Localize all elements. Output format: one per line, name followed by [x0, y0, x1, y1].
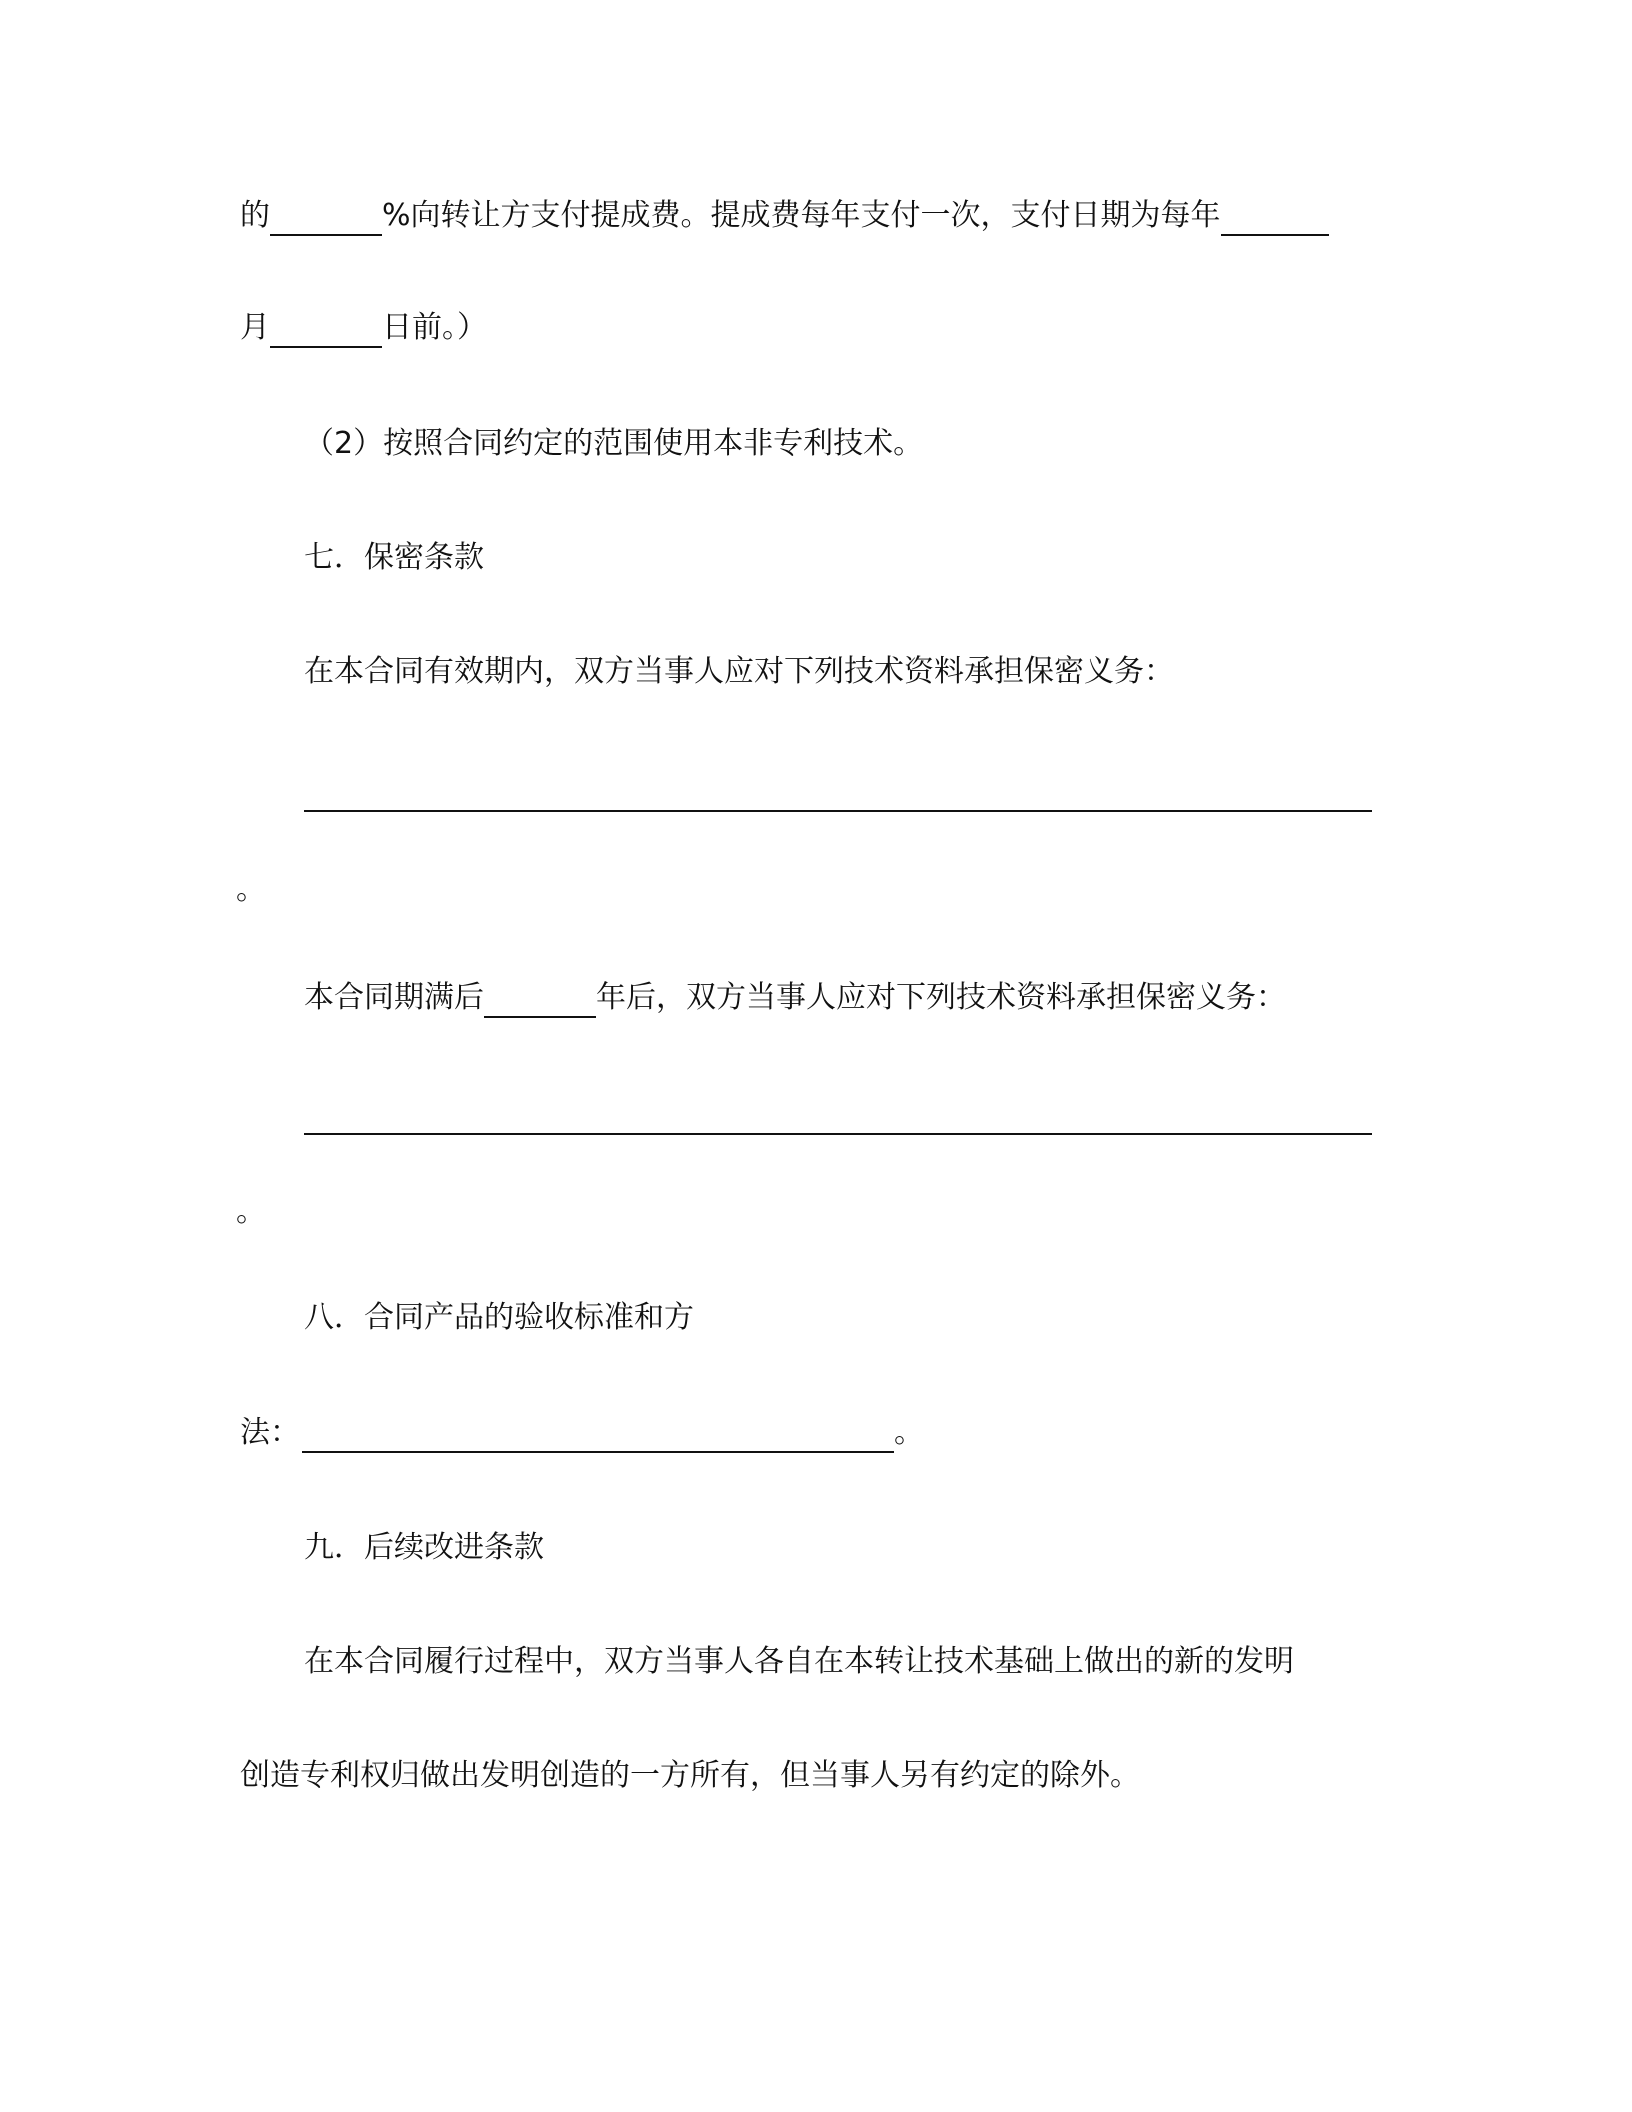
section-heading-improvements: 九．后续改进条款 — [304, 1530, 544, 1565]
confidential-materials-blank-2[interactable] — [304, 1133, 1372, 1135]
text: 的 — [240, 198, 270, 233]
payment-day-blank[interactable] — [270, 314, 382, 348]
text: 本合同期满后 — [304, 980, 484, 1015]
years-blank[interactable] — [484, 984, 596, 1018]
royalty-payment-line — [240, 196, 1329, 236]
percentage-blank[interactable] — [270, 202, 382, 236]
section-heading-confidentiality: 七．保密条款 — [304, 540, 484, 575]
payment-date-line — [240, 308, 487, 348]
confidentiality-after-term — [304, 978, 1286, 1018]
text: 法： — [240, 1415, 300, 1450]
payment-month-blank[interactable] — [1221, 202, 1329, 236]
confidential-materials-blank-1[interactable] — [304, 810, 1372, 812]
text: 月 — [240, 310, 270, 345]
period-mark: 。 — [236, 1194, 266, 1229]
section-heading-acceptance: 八．合同产品的验收标准和方 — [304, 1300, 694, 1335]
text: 日前。） — [382, 310, 487, 345]
improvements-clause-line-1: 在本合同履行过程中，双方当事人各自在本转让技术基础上做出的新的发明 — [304, 1644, 1294, 1679]
usage-scope-clause: （2）按照合同约定的范围使用本非专利技术。 — [304, 426, 924, 461]
improvements-clause-line-2: 创造专利权归做出发明创造的一方所有，但当事人另有约定的除外。 — [240, 1758, 1140, 1793]
period-mark: 。 — [236, 872, 266, 907]
confidentiality-during-term: 在本合同有效期内，双方当事人应对下列技术资料承担保密义务： — [304, 654, 1174, 689]
text: 年后，双方当事人应对下列技术资料承担保密义务： — [596, 980, 1286, 1015]
text: 。 — [894, 1415, 924, 1450]
acceptance-method-blank[interactable] — [302, 1419, 894, 1453]
acceptance-method-line — [240, 1413, 924, 1453]
text: %向转让方支付提成费。提成费每年支付一次，支付日期为每年 — [382, 198, 1221, 233]
